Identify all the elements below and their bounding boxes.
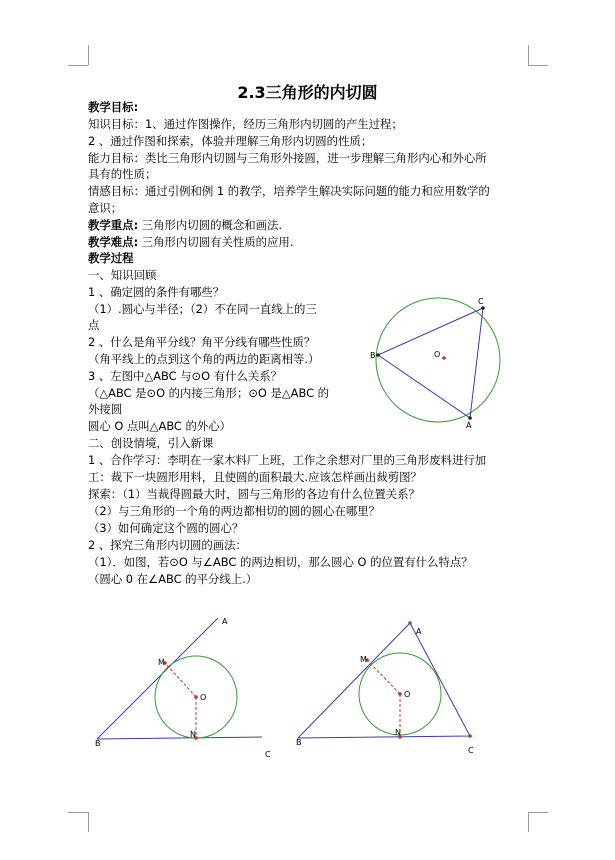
circumcircle-figure xyxy=(370,295,490,430)
text-line xyxy=(88,436,213,451)
text-line xyxy=(88,538,247,553)
text-line xyxy=(88,504,380,519)
text-line xyxy=(88,453,486,468)
line-text: 3 、左图中△ABC 与⊙O 有什么关系？ xyxy=(88,369,283,383)
label-a: A xyxy=(222,617,228,626)
bold-label: 教学重点: xyxy=(88,218,139,232)
line-text: 情感目标：通过引例和例 1 的教学，培养学生解决实际问题的能力和应用数学的 xyxy=(88,184,490,198)
line-text: 2 、探究三角形内切圆的画法： xyxy=(88,538,247,552)
text-line xyxy=(88,184,490,199)
line-text: 知识目标：1、通过作图操作，经历三角形内切圆的产生过程； xyxy=(88,117,403,131)
line-text: （1）．如图，若⊙O 与∠ABC 的两边相切，那么圆心 O 的位置有什么特点？ xyxy=(88,555,473,569)
label-n: N xyxy=(190,730,196,739)
angle-tangent-figure xyxy=(92,612,292,762)
text-line xyxy=(88,251,134,266)
radius-om xyxy=(165,663,196,697)
label-n: N xyxy=(395,728,401,737)
label-c: C xyxy=(265,750,271,759)
text-line xyxy=(88,386,329,401)
line-text: 圆心 O 点叫△ABC 的外心） xyxy=(88,419,232,433)
line-text: 二、创设情境，引入新课 xyxy=(88,436,214,450)
line-text: 一、知识回顾 xyxy=(88,268,157,282)
text-line xyxy=(88,151,487,166)
line-text: （3）如何确定这个圆的圆心？ xyxy=(88,521,244,535)
triangle-abc xyxy=(298,623,470,738)
label-c: C xyxy=(468,746,474,755)
line-text: 外接圆 xyxy=(88,402,123,416)
document-title: 2.3三角形的内切圆 xyxy=(237,83,378,102)
bold-label: 教学过程 xyxy=(88,251,134,265)
bold-label: 教学目标: xyxy=(88,100,139,114)
text-line xyxy=(88,555,473,570)
label-b: B xyxy=(95,739,101,748)
line-text: 1 、确定圆的条件有哪些？ xyxy=(88,285,225,299)
line-text: 三角形内切圆有关性质的应用. xyxy=(138,235,294,249)
text-line xyxy=(88,285,224,300)
text-line xyxy=(88,521,243,536)
line-text: 意识； xyxy=(88,201,123,215)
text-line xyxy=(88,335,315,350)
circumcircle xyxy=(376,298,500,422)
line-text: 1 、合作学习：李明在一家木料厂上班，工作之余想对厂里的三角形废料进行加 xyxy=(88,453,487,467)
line-text: 具有的性质； xyxy=(88,167,157,181)
text-line xyxy=(88,117,403,132)
line-text: 2 、什么是角平分线？角平分线有哪些性质？ xyxy=(88,335,316,349)
label-o: O xyxy=(404,690,411,699)
radius-om xyxy=(367,660,400,694)
line-text: 2 、通过作图和探索，体验并理解三角形内切圆的性质； xyxy=(88,134,373,148)
line-text: 能力目标：类比三角形内切圆与三角形外接圆，进一步理解三角形内心和外心所 xyxy=(88,151,487,165)
text-line xyxy=(88,487,420,502)
text-line xyxy=(88,100,138,115)
label-o: O xyxy=(200,693,207,702)
line-text: 工：裁下一块圆形用料，且使圆的面积最大.应该怎样画出裁剪图？ xyxy=(88,470,422,484)
text-line xyxy=(88,167,156,182)
text-line xyxy=(88,235,293,250)
text-line xyxy=(88,402,122,417)
label-b: B xyxy=(370,351,376,360)
text-line xyxy=(88,369,282,384)
line-text: （△ABC 是⊙O 的内接三角形；⊙O 是△ABC 的 xyxy=(88,386,330,400)
label-o: O xyxy=(434,350,441,359)
line-text: （2）与三角形的一个角的两边都相切的圆的圆心在哪里？ xyxy=(88,504,381,518)
line-text: 三角形内切圆的概念和画法. xyxy=(138,218,283,232)
text-line xyxy=(88,470,422,485)
text-line xyxy=(88,302,317,317)
line-text: （1）.圆心与半径；（2）不在同一直线上的三 xyxy=(88,302,317,316)
label-m: M xyxy=(360,655,367,664)
label-a: A xyxy=(466,421,472,430)
text-line xyxy=(88,318,99,333)
text-line xyxy=(88,268,156,283)
label-c: C xyxy=(478,297,484,306)
bold-label: 教学难点: xyxy=(88,235,139,249)
text-line xyxy=(88,419,231,434)
line-text: 探索：（1）当裁得圆最大时，圆与三角形的各边有什么位置关系？ xyxy=(88,487,420,501)
line-text: 点 xyxy=(88,318,100,332)
label-b: B xyxy=(296,738,302,747)
label-a: A xyxy=(416,627,422,636)
line-text: （角平线上的点到这个角的两边的距离相等.） xyxy=(88,352,320,366)
label-m: M xyxy=(158,658,165,667)
text-line xyxy=(88,572,257,587)
text-line xyxy=(88,201,122,216)
incircle-figure xyxy=(294,612,494,762)
circumcenter-point xyxy=(442,356,446,360)
triangle-abc xyxy=(378,308,483,418)
text-line xyxy=(88,218,282,233)
line-text: （圆心 0 在∠ABC 的平分线上.） xyxy=(88,572,258,586)
text-line xyxy=(88,352,319,367)
text-line xyxy=(88,134,372,149)
